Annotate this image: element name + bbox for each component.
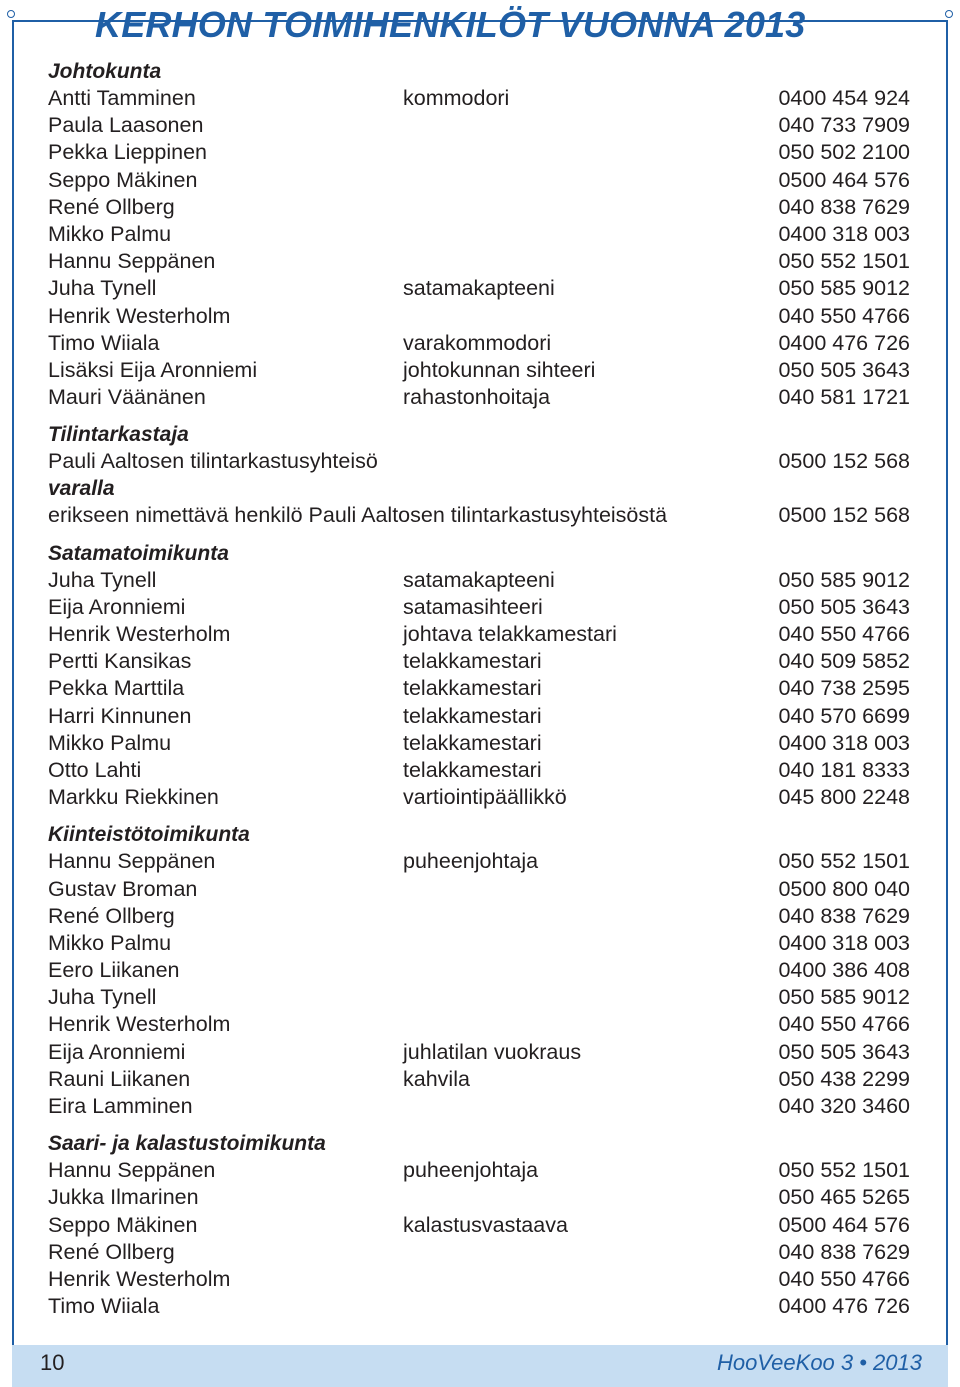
list-item <box>48 248 910 275</box>
list-item <box>48 675 910 702</box>
section-rows <box>48 85 910 411</box>
list-item <box>48 221 910 248</box>
role-title <box>403 112 759 139</box>
list-item <box>48 1066 910 1093</box>
phone-number: 0400 318 003 <box>778 221 910 246</box>
person-name: Henrik Westerholm <box>48 622 231 646</box>
role-title: telakkamestari <box>403 730 542 755</box>
list-item <box>48 194 910 221</box>
person-name: Juha Tynell <box>48 276 157 301</box>
person-name: Juha Tynell <box>48 985 157 1010</box>
list-item <box>48 957 910 984</box>
phone-number: 0500 464 576 <box>778 1212 910 1237</box>
phone-number: 0400 476 726 <box>778 1294 910 1319</box>
person-name: Juha Tynell <box>48 567 157 592</box>
role-title <box>403 1011 759 1038</box>
role-title: puheenjohtaja <box>403 849 539 874</box>
phone-number: 040 581 1721 <box>778 385 910 410</box>
list-item <box>48 112 910 139</box>
phone-number: 050 552 1501 <box>778 849 910 874</box>
phone-number: 040 181 8333 <box>778 757 910 782</box>
phone-number: 040 838 7629 <box>778 903 910 928</box>
role-title: johtokunnan sihteeri <box>403 357 596 382</box>
role-title: satamakapteeni <box>403 276 555 301</box>
person-name: Timo Wiiala <box>48 1294 160 1319</box>
list-item <box>48 1266 910 1293</box>
list-item <box>48 567 910 594</box>
role-title <box>403 903 759 930</box>
list-item <box>48 167 910 194</box>
phone-number: 050 505 3643 <box>778 594 910 619</box>
deputy-auditor: erikseen nimettävä henkilö Pauli Aaltosen tilintarkastusyhteisöstä <box>48 503 668 528</box>
role-title: satamasihteeri <box>403 594 543 619</box>
person-name: Rauni Liikanen <box>48 1066 191 1091</box>
person-name: Mikko Palmu <box>48 930 172 955</box>
section-kiinteistotoimikunta <box>48 821 910 1120</box>
phone-number: 050 465 5265 <box>778 1185 910 1210</box>
list-item <box>48 1212 910 1239</box>
role-title: puheenjohtaja <box>403 1158 539 1183</box>
person-name: Paula Laasonen <box>48 113 204 138</box>
phone-number: 040 320 3460 <box>778 1094 910 1118</box>
person-name: Pekka Lieppinen <box>48 140 207 165</box>
section-heading: Tilintarkastaja <box>48 423 189 447</box>
role-title: juhlatilan vuokraus <box>403 1039 582 1064</box>
list-item <box>48 357 910 384</box>
phone-number: 050 552 1501 <box>778 1158 910 1183</box>
corner-ring-icon <box>945 10 953 18</box>
phone-number: 0500 152 568 <box>778 503 910 528</box>
subsection-heading: varalla <box>48 477 115 501</box>
role-title <box>403 957 759 984</box>
section-tilintarkastaja <box>48 421 910 529</box>
list-item <box>48 1011 910 1038</box>
person-name: Eija Aronniemi <box>48 594 186 619</box>
section-heading: Saari- ja kalastustoimikunta <box>48 1132 326 1156</box>
page-title: KERHON TOIMIHENKILÖT VUONNA 2013 <box>95 4 806 45</box>
phone-number: 040 570 6699 <box>778 703 910 728</box>
person-name: Mikko Palmu <box>48 730 172 755</box>
role-title <box>403 1093 759 1120</box>
phone-number: 040 550 4766 <box>778 1266 910 1291</box>
officials-list <box>48 58 910 1320</box>
phone-number: 0400 318 003 <box>778 930 910 955</box>
phone-number: 040 738 2595 <box>778 676 910 701</box>
list-item <box>48 876 910 903</box>
phone-number: 050 505 3643 <box>778 357 910 382</box>
phone-number: 050 505 3643 <box>778 1039 910 1064</box>
list-item <box>48 448 910 475</box>
section-rows <box>48 567 910 812</box>
phone-number: 0500 800 040 <box>778 876 910 901</box>
list-item <box>48 275 910 302</box>
list-item <box>48 730 910 757</box>
phone-number: 0400 386 408 <box>778 958 910 983</box>
phone-number: 050 585 9012 <box>778 276 910 301</box>
phone-number: 0400 318 003 <box>778 730 910 755</box>
person-name: Henrik Westerholm <box>48 1266 231 1291</box>
role-title <box>403 1239 759 1266</box>
list-item <box>48 1039 910 1066</box>
list-item <box>48 903 910 930</box>
list-item <box>48 85 910 112</box>
person-name: Eija Aronniemi <box>48 1039 186 1064</box>
person-name: Henrik Westerholm <box>48 303 231 328</box>
person-name: Eero Liikanen <box>48 958 180 983</box>
list-item <box>48 930 910 957</box>
person-name: Hannu Seppänen <box>48 849 216 874</box>
role-title <box>403 303 759 330</box>
list-item <box>48 1293 910 1320</box>
phone-number: 045 800 2248 <box>778 785 910 810</box>
list-item <box>48 703 910 730</box>
phone-number: 0400 454 924 <box>778 86 910 110</box>
phone-number: 040 838 7629 <box>778 1239 910 1264</box>
section-heading: Johtokunta <box>48 60 162 83</box>
person-name: René Ollberg <box>48 194 175 219</box>
phone-number: 050 438 2299 <box>778 1066 910 1091</box>
role-title: varakommodori <box>403 330 552 355</box>
person-name: Mikko Palmu <box>48 221 172 246</box>
list-item <box>48 648 910 675</box>
person-name: René Ollberg <box>48 1239 175 1264</box>
role-title <box>403 194 759 221</box>
phone-number: 040 550 4766 <box>778 303 910 328</box>
phone-number: 050 502 2100 <box>778 140 910 165</box>
role-title <box>403 930 759 957</box>
person-name: Pertti Kansikas <box>48 649 192 674</box>
role-title: telakkamestari <box>403 649 542 674</box>
list-item <box>48 594 910 621</box>
role-title: kahvila <box>403 1066 470 1091</box>
person-name: Hannu Seppänen <box>48 1158 216 1183</box>
list-item <box>48 502 910 529</box>
role-title <box>403 139 759 166</box>
role-title <box>403 876 759 903</box>
section-rows <box>48 848 910 1120</box>
person-name: Timo Wiiala <box>48 330 160 355</box>
person-name: Lisäksi Eija Aronniemi <box>48 357 258 382</box>
section-saaritoimikunta <box>48 1130 910 1320</box>
list-item <box>48 984 910 1011</box>
phone-number: 0500 152 568 <box>778 449 910 474</box>
person-name: Seppo Mäkinen <box>48 1212 198 1237</box>
person-name: Eira Lamminen <box>48 1094 193 1118</box>
list-item <box>48 139 910 166</box>
list-item <box>48 384 910 411</box>
role-title <box>403 984 759 1011</box>
person-name: Markku Riekkinen <box>48 785 219 810</box>
right-border-line <box>946 20 948 1345</box>
person-name: Seppo Mäkinen <box>48 167 198 192</box>
page-number: 10 <box>40 1350 65 1375</box>
list-item <box>48 1157 910 1184</box>
person-name: Gustav Broman <box>48 876 198 901</box>
section-satamatoimikunta <box>48 540 910 812</box>
person-name: Hannu Seppänen <box>48 249 216 274</box>
role-title: satamakapteeni <box>403 567 555 592</box>
person-name: Harri Kinnunen <box>48 703 192 728</box>
list-item <box>48 303 910 330</box>
list-item <box>48 757 910 784</box>
person-name: Jukka Ilmarinen <box>48 1185 199 1210</box>
list-item <box>48 1184 910 1211</box>
person-name: Antti Tamminen <box>48 86 196 110</box>
section-johtokunta <box>48 58 910 411</box>
corner-ring-icon <box>7 10 15 18</box>
list-item <box>48 848 910 875</box>
role-title: telakkamestari <box>403 676 542 701</box>
phone-number: 050 585 9012 <box>778 985 910 1010</box>
section-heading: Satamatoimikunta <box>48 541 229 565</box>
auditor-name: Pauli Aaltosen tilintarkastusyhteisö <box>48 449 378 474</box>
role-title <box>403 221 759 248</box>
list-item <box>48 1093 910 1120</box>
person-name: René Ollberg <box>48 903 175 928</box>
phone-number: 040 550 4766 <box>778 622 910 646</box>
list-item <box>48 621 910 648</box>
section-heading: Kiinteistötoimikunta <box>48 823 250 847</box>
role-title: kalastusvastaava <box>403 1212 568 1237</box>
role-title: telakkamestari <box>403 703 542 728</box>
left-border-line <box>12 20 14 1345</box>
role-title: kommodori <box>403 86 510 110</box>
role-title <box>403 248 759 275</box>
list-item <box>48 330 910 357</box>
phone-number: 040 733 7909 <box>778 113 910 138</box>
role-title <box>403 1266 759 1293</box>
role-title <box>403 1184 759 1211</box>
role-title: vartiointipäällikkö <box>403 785 567 810</box>
list-item <box>48 784 910 811</box>
phone-number: 0500 464 576 <box>778 167 910 192</box>
phone-number: 050 552 1501 <box>778 249 910 274</box>
section-rows <box>48 1157 910 1320</box>
person-name: Mauri Väänänen <box>48 385 206 410</box>
magazine-issue: HooVeeKoo 3 • 2013 <box>716 1350 922 1375</box>
list-item <box>48 1239 910 1266</box>
phone-number: 040 550 4766 <box>778 1012 910 1037</box>
role-title: rahastonhoitaja <box>403 385 551 410</box>
person-name: Henrik Westerholm <box>48 1012 231 1037</box>
person-name: Otto Lahti <box>48 757 142 782</box>
role-title: johtava telakkamestari <box>403 622 617 646</box>
role-title <box>403 167 759 194</box>
role-title <box>403 1293 759 1320</box>
role-title: telakkamestari <box>403 757 542 782</box>
phone-number: 0400 476 726 <box>778 330 910 355</box>
phone-number: 050 585 9012 <box>778 567 910 592</box>
person-name: Pekka Marttila <box>48 676 185 701</box>
phone-number: 040 509 5852 <box>778 649 910 674</box>
phone-number: 040 838 7629 <box>778 194 910 219</box>
